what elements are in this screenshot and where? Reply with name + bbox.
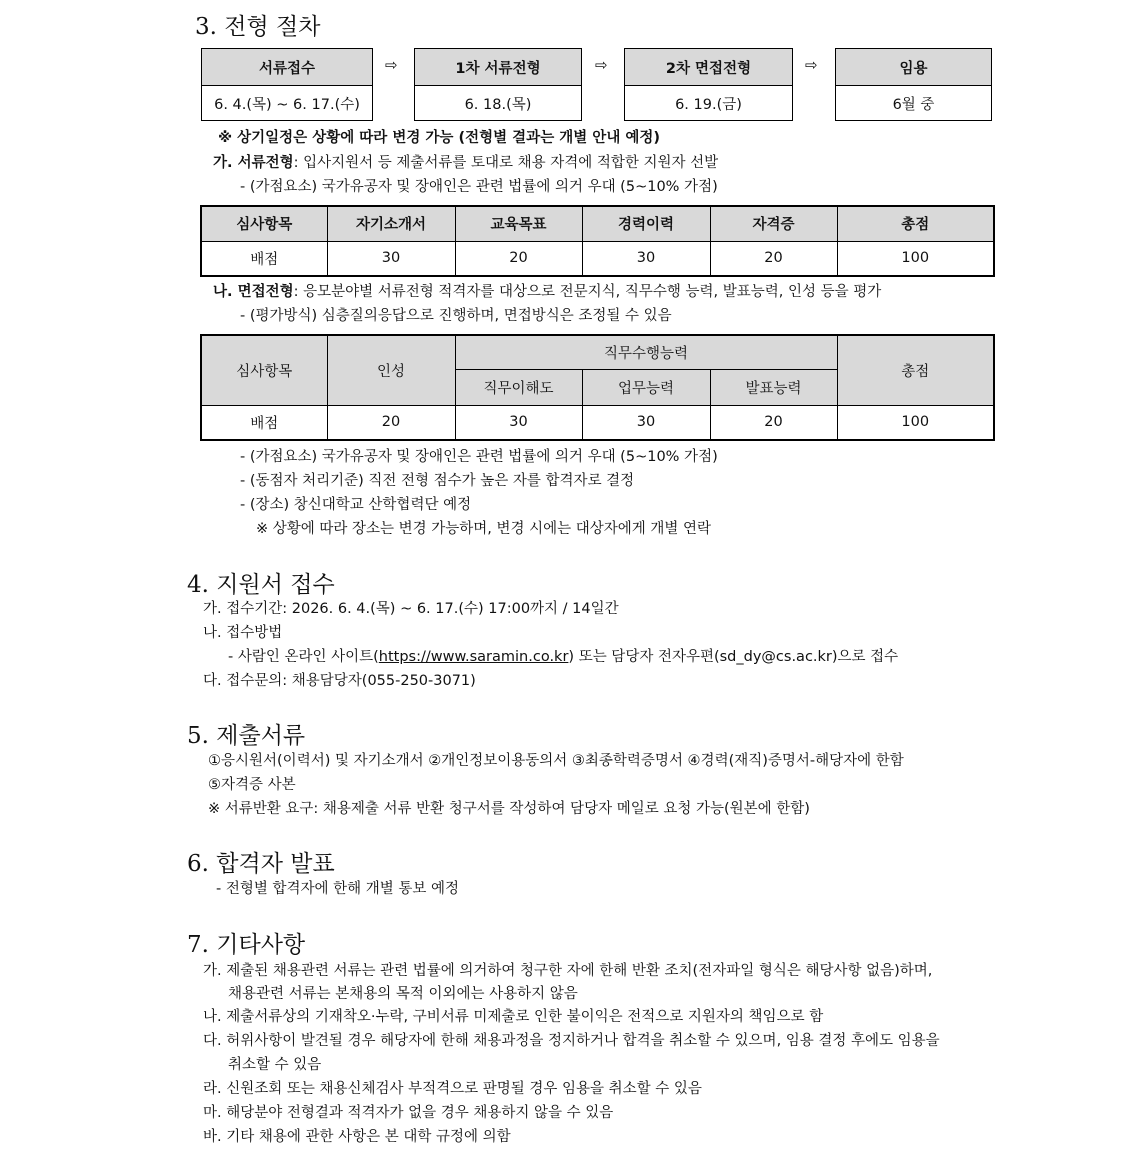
- table-header: 경력이력: [582, 206, 710, 241]
- table-subheader: 직무이해도: [455, 369, 582, 405]
- list-item: - (가점요소) 국가유공자 및 장애인은 관련 법률에 의거 우대 (5~10% 가점): [240, 449, 718, 465]
- interview-screening-text: : 응모분야별 서류전형 적격자를 대상으로 전문지식, 직무수행 능력, 발표능력, 인성 등을 평가: [293, 284, 882, 300]
- arrow-icon: ⇨: [595, 56, 608, 74]
- step-label: 2차 면접전형: [625, 49, 792, 86]
- interview-screening-line: [213, 282, 881, 302]
- document-score-table: [200, 205, 995, 277]
- table-subheader: 발표능력: [710, 369, 837, 405]
- document-screening-text: : 입사지원서 등 제출서류를 토대로 채용 자격에 적합한 지원자 선발: [293, 155, 719, 171]
- interview-screening-label: 나. 면접전형: [213, 284, 294, 300]
- document-screening-bonus: - (가점요소) 국가유공자 및 장애인은 관련 법률에 의거 우대 (5~10% 가점): [240, 179, 718, 195]
- step-label: 서류접수: [202, 49, 372, 86]
- misc-item: 가. 제출된 채용관련 서류는 관련 법률에 의거하여 청구한 자에 한해 반환 조치(전자파일 형식은 해당사항 없음)하며,: [203, 963, 933, 979]
- table-cell: 배점: [201, 241, 327, 276]
- process-step-4: [835, 48, 992, 121]
- document-screening-label: 가. 서류전형: [213, 155, 294, 171]
- table-cell: 배점: [201, 405, 327, 440]
- table-cell: 20: [710, 405, 837, 440]
- table-cell: 20: [327, 405, 455, 440]
- table-subheader: 업무능력: [582, 369, 710, 405]
- table-header: 인성: [327, 335, 455, 405]
- process-step-2: [414, 48, 582, 121]
- application-method-label: 나. 접수방법: [203, 625, 283, 641]
- arrow-icon: ⇨: [805, 56, 818, 74]
- misc-item: 바. 기타 채용에 관한 사항은 본 대학 규정에 의함: [203, 1129, 511, 1145]
- table-cell: 30: [582, 405, 710, 440]
- table-cell: 30: [455, 405, 582, 440]
- arrow-icon: ⇨: [385, 56, 398, 74]
- section-6-title: 6. 합격자 발표: [187, 851, 335, 877]
- misc-item: 채용관련 서류는 본채용의 목적 이외에는 사용하지 않음: [228, 986, 578, 1002]
- section-3-title: 3. 전형 절차: [195, 14, 321, 40]
- step-date: 6. 19.(금): [675, 97, 742, 113]
- table-header: 자격증: [710, 206, 837, 241]
- interview-score-table: [200, 334, 995, 441]
- misc-item: 라. 신원조회 또는 채용신체검사 부적격으로 판명될 경우 임용을 취소할 수 있음: [203, 1081, 702, 1097]
- application-period: 가. 접수기간: 2026. 6. 4.(목) ~ 6. 17.(수) 17:00까지 / 14일간: [203, 601, 619, 617]
- document-return-note: ※ 서류반환 요구: 채용제출 서류 반환 청구서를 작성하여 담당자 메일로 요청 가능(원본에 한함): [208, 801, 810, 817]
- step-date: 6월 중: [892, 97, 935, 113]
- application-contact: 다. 접수문의: 채용담당자(055-250-3071): [203, 673, 476, 689]
- process-step-3: [624, 48, 793, 121]
- process-step-1: [201, 48, 373, 121]
- table-header-group: 직무수행능력: [455, 335, 837, 369]
- list-item: - (장소) 창신대학교 산학협력단 예정: [240, 497, 472, 513]
- schedule-note: ※ 상기일정은 상황에 따라 변경 가능 (전형별 결과는 개별 안내 예정): [218, 130, 661, 146]
- table-header: 교육목표: [455, 206, 582, 241]
- location-note: ※ 상황에 따라 장소는 변경 가능하며, 변경 시에는 대상자에게 개별 연락: [256, 521, 712, 537]
- table-cell: 20: [710, 241, 837, 276]
- table-cell: 20: [455, 241, 582, 276]
- interview-method: - (평가방식) 심층질의응답으로 진행하며, 면접방식은 조정될 수 있음: [240, 308, 672, 324]
- table-header: 총점: [837, 335, 994, 405]
- misc-item: 마. 해당분야 전형결과 적격자가 없을 경우 채용하지 않을 수 있음: [203, 1105, 614, 1121]
- table-header: 심사항목: [201, 335, 327, 405]
- list-item: - (동점자 처리기준) 직전 전형 점수가 높은 자를 합격자로 결정: [240, 473, 635, 489]
- table-header: 자기소개서: [327, 206, 455, 241]
- misc-item: 취소할 수 있음: [228, 1057, 322, 1073]
- misc-item: 다. 허위사항이 발견될 경우 해당자에 한해 채용과정을 정지하거나 합격을 취소할 수 있으며, 임용 결정 후에도 임용을: [203, 1033, 940, 1049]
- table-cell: 100: [837, 405, 994, 440]
- application-method: [228, 647, 898, 667]
- document-screening-line: [213, 153, 718, 173]
- table-cell: 30: [582, 241, 710, 276]
- saramin-link[interactable]: https://www.saramin.co.kr: [378, 649, 569, 665]
- step-date: 6. 18.(목): [464, 97, 532, 113]
- table-cell: 30: [327, 241, 455, 276]
- announcement-text: - 전형별 합격자에 한해 개별 통보 예정: [216, 881, 459, 897]
- required-documents: ⑤자격증 사본: [208, 777, 296, 793]
- required-documents: ①응시원서(이력서) 및 자기소개서 ②개인정보이용동의서 ③최종학력증명서 ④경력(재직)증명서-해당자에 한함: [208, 753, 904, 769]
- section-7-title: 7. 기타사항: [187, 932, 306, 958]
- step-label: 1차 서류전형: [415, 49, 581, 86]
- table-header: 총점: [837, 206, 994, 241]
- step-date: 6. 4.(목) ~ 6. 17.(수): [214, 97, 360, 113]
- section-4-title: 4. 지원서 접수: [187, 572, 335, 598]
- table-header: 심사항목: [201, 206, 327, 241]
- method-text: ) 또는 담당자 전자우편(sd_dy@cs.ac.kr)으로 접수: [568, 649, 899, 665]
- misc-item: 나. 제출서류상의 기재착오·누락, 구비서류 미제출로 인한 불이익은 전적으로 지원자의 책임으로 함: [203, 1009, 824, 1025]
- table-cell: 100: [837, 241, 994, 276]
- method-text: - 사람인 온라인 사이트(: [228, 649, 379, 665]
- section-5-title: 5. 제출서류: [187, 723, 306, 749]
- step-label: 임용: [836, 49, 991, 86]
